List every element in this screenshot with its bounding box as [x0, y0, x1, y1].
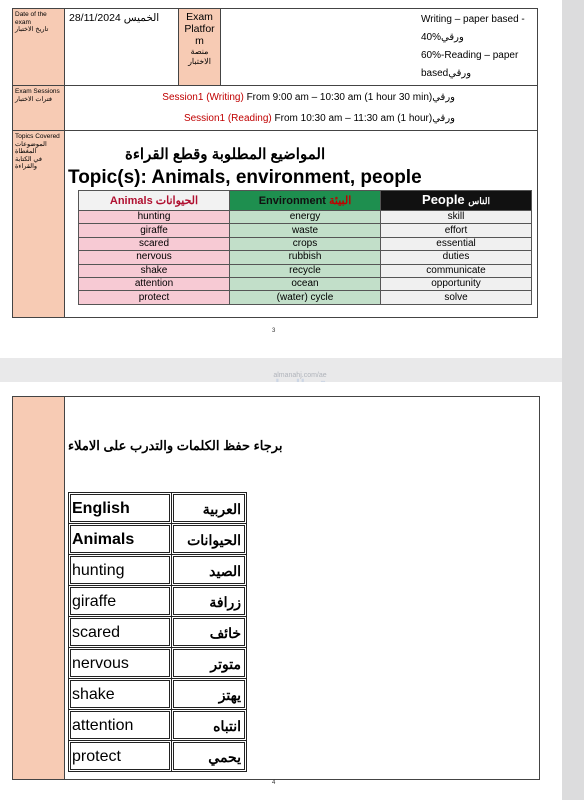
word-table-header	[69, 493, 247, 524]
weights-cell	[221, 9, 538, 86]
viewer-side-bar	[562, 0, 584, 800]
english-word: scared	[70, 618, 170, 646]
sessions-label-cell	[13, 86, 65, 131]
people-word: skill	[381, 211, 532, 224]
people-word: communicate	[381, 264, 532, 277]
word-row	[69, 617, 247, 648]
arabic-word: يهتز	[173, 680, 245, 708]
environment-header	[230, 191, 381, 211]
animals-word: protect	[79, 291, 230, 304]
english-word-cell	[69, 586, 172, 617]
english-word-cell	[69, 741, 172, 772]
writing-weight: Writing – paper based - 40%ورقي	[421, 14, 525, 43]
word-row	[69, 524, 247, 555]
word-row	[69, 586, 247, 617]
english-word-cell	[69, 617, 172, 648]
english-word: Animals	[70, 525, 170, 553]
english-word: English	[70, 494, 170, 522]
topics-heading-ar: المواضيع المطلوبة وقطع القراءة	[125, 146, 326, 163]
english-word-cell	[69, 648, 172, 679]
vocab-row	[79, 277, 532, 290]
arabic-word-cell	[172, 617, 247, 648]
arabic-word: الحيوانات	[173, 525, 245, 553]
arabic-word-cell	[172, 710, 247, 741]
people-word: opportunity	[381, 277, 532, 290]
environment-word: recycle	[230, 264, 381, 277]
environment-word: rubbish	[230, 251, 381, 264]
environment-word: (water) cycle	[230, 291, 381, 304]
platform-ar-2: الاختبار	[188, 57, 211, 66]
memorize-heading: برجاء حفظ الكلمات والتدرب على الاملاء	[68, 438, 283, 453]
document-page-3	[0, 0, 562, 358]
environment-word: crops	[230, 237, 381, 250]
watermark-url: almanahj.com/ae	[273, 372, 327, 379]
arabic-word-cell	[172, 524, 247, 555]
arabic-word-cell	[172, 679, 247, 710]
people-word: effort	[381, 224, 532, 237]
english-word-cell	[69, 524, 172, 555]
date-label-cell	[13, 9, 65, 86]
sessions-label-en: Exam Sessions	[15, 88, 60, 95]
topics-label-cell	[13, 131, 65, 318]
animals-word: hunting	[79, 211, 230, 224]
writing-session-time: From 9:00 am – 10:30 am (1 hour 30 min)ورقي	[243, 92, 455, 103]
arabic-word: خائف	[173, 618, 245, 646]
english-word: attention	[70, 711, 170, 739]
vocab-row	[79, 251, 532, 264]
animals-word: nervous	[79, 251, 230, 264]
vocab-row	[79, 291, 532, 304]
english-word-cell	[69, 493, 172, 524]
arabic-word-cell	[172, 741, 247, 772]
sessions-label-ar: فترات الاختبار	[15, 95, 52, 103]
word-row	[69, 741, 247, 772]
document-page-4	[0, 382, 562, 800]
date-label-en: Date of the exam	[15, 11, 47, 26]
vocabulary-table	[78, 190, 532, 305]
animals-header-en: Animals	[109, 194, 153, 207]
topics-title: Topic(s): Animals, environment, people	[68, 167, 422, 188]
topics-label-ar-1: الموضوعات المغطاة	[15, 140, 47, 155]
arabic-word-cell	[172, 493, 247, 524]
vocab-row	[79, 211, 532, 224]
reading-session-time: From 10:30 am – 11:30 am (1 hour)ورقي	[271, 113, 455, 124]
arabic-word: انتباه	[173, 711, 245, 739]
arabic-word: يحمي	[173, 742, 245, 770]
topics-label-en: Topics Covered	[15, 133, 60, 140]
arabic-word: زرافة	[173, 587, 245, 615]
animals-header-ar: الحيوانات	[155, 194, 199, 207]
english-word: nervous	[70, 649, 170, 677]
page-number-3: 3	[272, 328, 276, 334]
reading-session-label: Session1 (Reading)	[183, 113, 272, 124]
word-translation-table	[68, 492, 247, 772]
page4-label-column	[13, 397, 65, 779]
writing-session-label: Session1 (Writing)	[162, 92, 244, 103]
environment-word: waste	[230, 224, 381, 237]
people-header-en: People	[422, 192, 465, 207]
people-word: solve	[381, 291, 532, 304]
arabic-word: العربية	[173, 494, 245, 522]
animals-word: scared	[79, 237, 230, 250]
animals-word: shake	[79, 264, 230, 277]
english-word-cell	[69, 679, 172, 710]
people-word: duties	[381, 251, 532, 264]
topics-label-ar-2: في الكتابة والقراءة	[15, 155, 42, 170]
english-word: protect	[70, 742, 170, 770]
people-word: essential	[381, 237, 532, 250]
platform-ar-1: منصة	[190, 47, 209, 56]
environment-header-en: Environment	[258, 194, 326, 207]
animals-word: giraffe	[79, 224, 230, 237]
arabic-word-cell	[172, 555, 247, 586]
environment-word: energy	[230, 211, 381, 224]
english-word: giraffe	[70, 587, 170, 615]
vocab-row	[79, 237, 532, 250]
writing-session	[65, 87, 455, 108]
animals-word: attention	[79, 277, 230, 290]
english-word-cell	[69, 710, 172, 741]
english-word-cell	[69, 555, 172, 586]
arabic-word-cell	[172, 648, 247, 679]
english-word: shake	[70, 680, 170, 708]
exam-date: الخميس 28/11/2024	[65, 9, 179, 86]
sessions-cell	[65, 86, 538, 131]
platform-line-1: Exam	[186, 11, 213, 23]
arabic-word: متوتر	[173, 649, 245, 677]
platform-line-2: Platfor	[184, 23, 215, 35]
word-row	[69, 710, 247, 741]
arabic-word: الصيد	[173, 556, 245, 584]
people-header	[381, 191, 532, 211]
environment-word: ocean	[230, 277, 381, 290]
word-row	[69, 555, 247, 586]
people-header-ar: الناس	[468, 196, 490, 206]
platform-line-3: m	[195, 35, 204, 47]
word-row	[69, 679, 247, 710]
reading-session	[65, 108, 455, 129]
vocab-row	[79, 224, 532, 237]
page-number-4: 4	[272, 780, 276, 786]
platform-cell	[179, 9, 221, 86]
vocab-row	[79, 264, 532, 277]
arabic-word-cell	[172, 586, 247, 617]
english-word: hunting	[70, 556, 170, 584]
environment-header-ar: البيئة	[329, 194, 352, 207]
date-label-ar: تاريخ الاختبار	[15, 26, 49, 33]
animals-header	[79, 191, 230, 211]
word-row	[69, 648, 247, 679]
reading-weight: 60%-Reading – paper basedورقي	[421, 50, 519, 79]
